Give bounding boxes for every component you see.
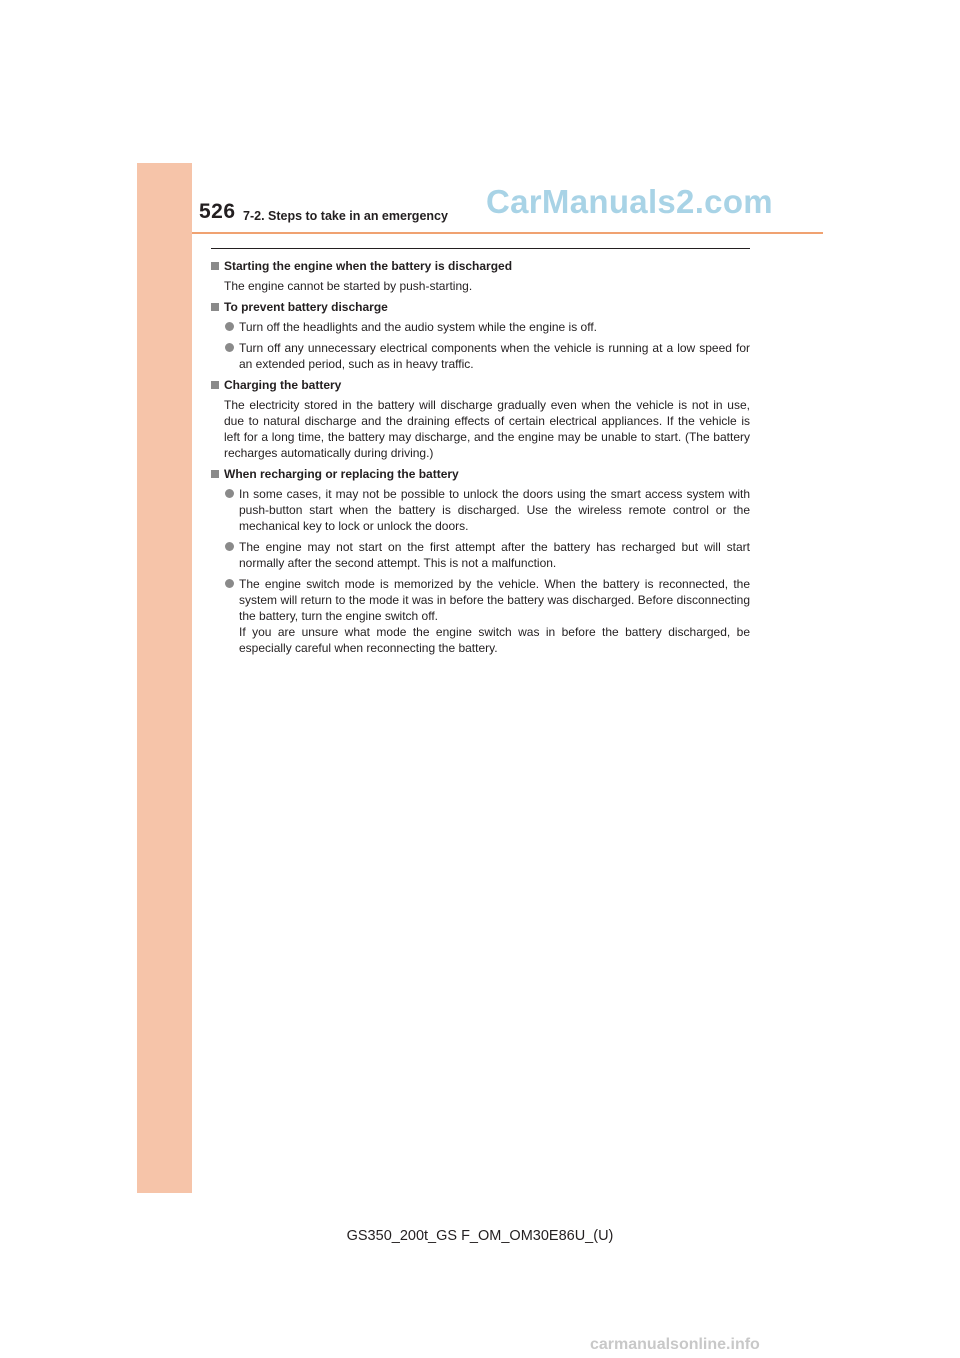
section-title: Charging the battery <box>224 378 342 392</box>
site-watermark: carmanualsonline.info <box>590 1336 760 1353</box>
content-area <box>211 258 750 661</box>
circle-bullet-icon <box>225 322 234 331</box>
bullet-text: The engine may not start on the first attempt after the battery has recharged but will start normally after the second attempt. This is not a malfunction. <box>239 540 750 570</box>
section-heading <box>211 377 750 393</box>
square-bullet-icon <box>211 381 219 389</box>
circle-bullet-icon <box>225 542 234 551</box>
square-bullet-icon <box>211 303 219 311</box>
bullet-text: Turn off the headlights and the audio system while the engine is off. <box>239 320 598 334</box>
section-header: 7-2. Steps to take in an emergency <box>243 209 448 223</box>
bullet-list <box>211 319 750 372</box>
bullet-list <box>211 486 750 656</box>
watermark-logo: CarManuals2.com <box>486 183 773 220</box>
circle-bullet-icon <box>225 343 234 352</box>
circle-bullet-icon <box>225 579 234 588</box>
header-divider <box>192 232 823 234</box>
section-heading <box>211 258 750 274</box>
document-code: GS350_200t_GS F_OM_OM30E86U_(U) <box>346 1228 614 1244</box>
bullet-text: In some cases, it may not be possible to unlock the doors using the smart access system with push-button start when the battery is discharged. Use the wireless remote control or the mechanical key to lock or unlock the doors. <box>239 487 750 533</box>
section-prevent-discharge <box>211 299 750 372</box>
circle-bullet-icon <box>225 489 234 498</box>
section-starting-engine <box>211 258 750 294</box>
section-title: When recharging or replacing the battery <box>224 467 459 481</box>
section-heading <box>211 299 750 315</box>
list-item <box>211 576 750 656</box>
bullet-text: The engine switch mode is memorized by the vehicle. When the battery is reconnected, the system will return to the mode it was in before the battery was discharged. Before disconnecting the battery, turn the engine switch off. <box>239 577 750 623</box>
section-title: To prevent battery discharge <box>224 300 388 314</box>
square-bullet-icon <box>211 262 219 270</box>
square-bullet-icon <box>211 470 219 478</box>
list-item <box>211 486 750 534</box>
list-item <box>211 319 750 335</box>
bullet-text: Turn off any unnecessary electrical components when the vehicle is running at a low speed for an extended period, such as in heavy traffic. <box>239 341 750 371</box>
bullet-text: If you are unsure what mode the engine switch was in before the battery discharged, be especially careful when reconnecting the battery. <box>239 625 750 655</box>
list-item <box>211 539 750 571</box>
section-recharging-replacing <box>211 466 750 656</box>
section-heading <box>211 466 750 482</box>
side-color-band <box>137 163 192 1193</box>
section-title: Starting the engine when the battery is discharged <box>224 259 513 273</box>
content-divider <box>211 248 750 249</box>
section-paragraph: The engine cannot be started by push-starting. <box>224 279 473 293</box>
list-item <box>211 340 750 372</box>
page-number: 526 <box>199 200 236 223</box>
section-paragraph: The electricity stored in the battery will discharge gradually even when the vehicle is not in use, due to natural discharge and the draining effects of certain electrical appliances. If the vehicle is left for a long time, the battery may discharge, and the engine may be unable to start. (The battery recharges automatically during driving.) <box>224 398 750 460</box>
section-charging-battery <box>211 377 750 461</box>
